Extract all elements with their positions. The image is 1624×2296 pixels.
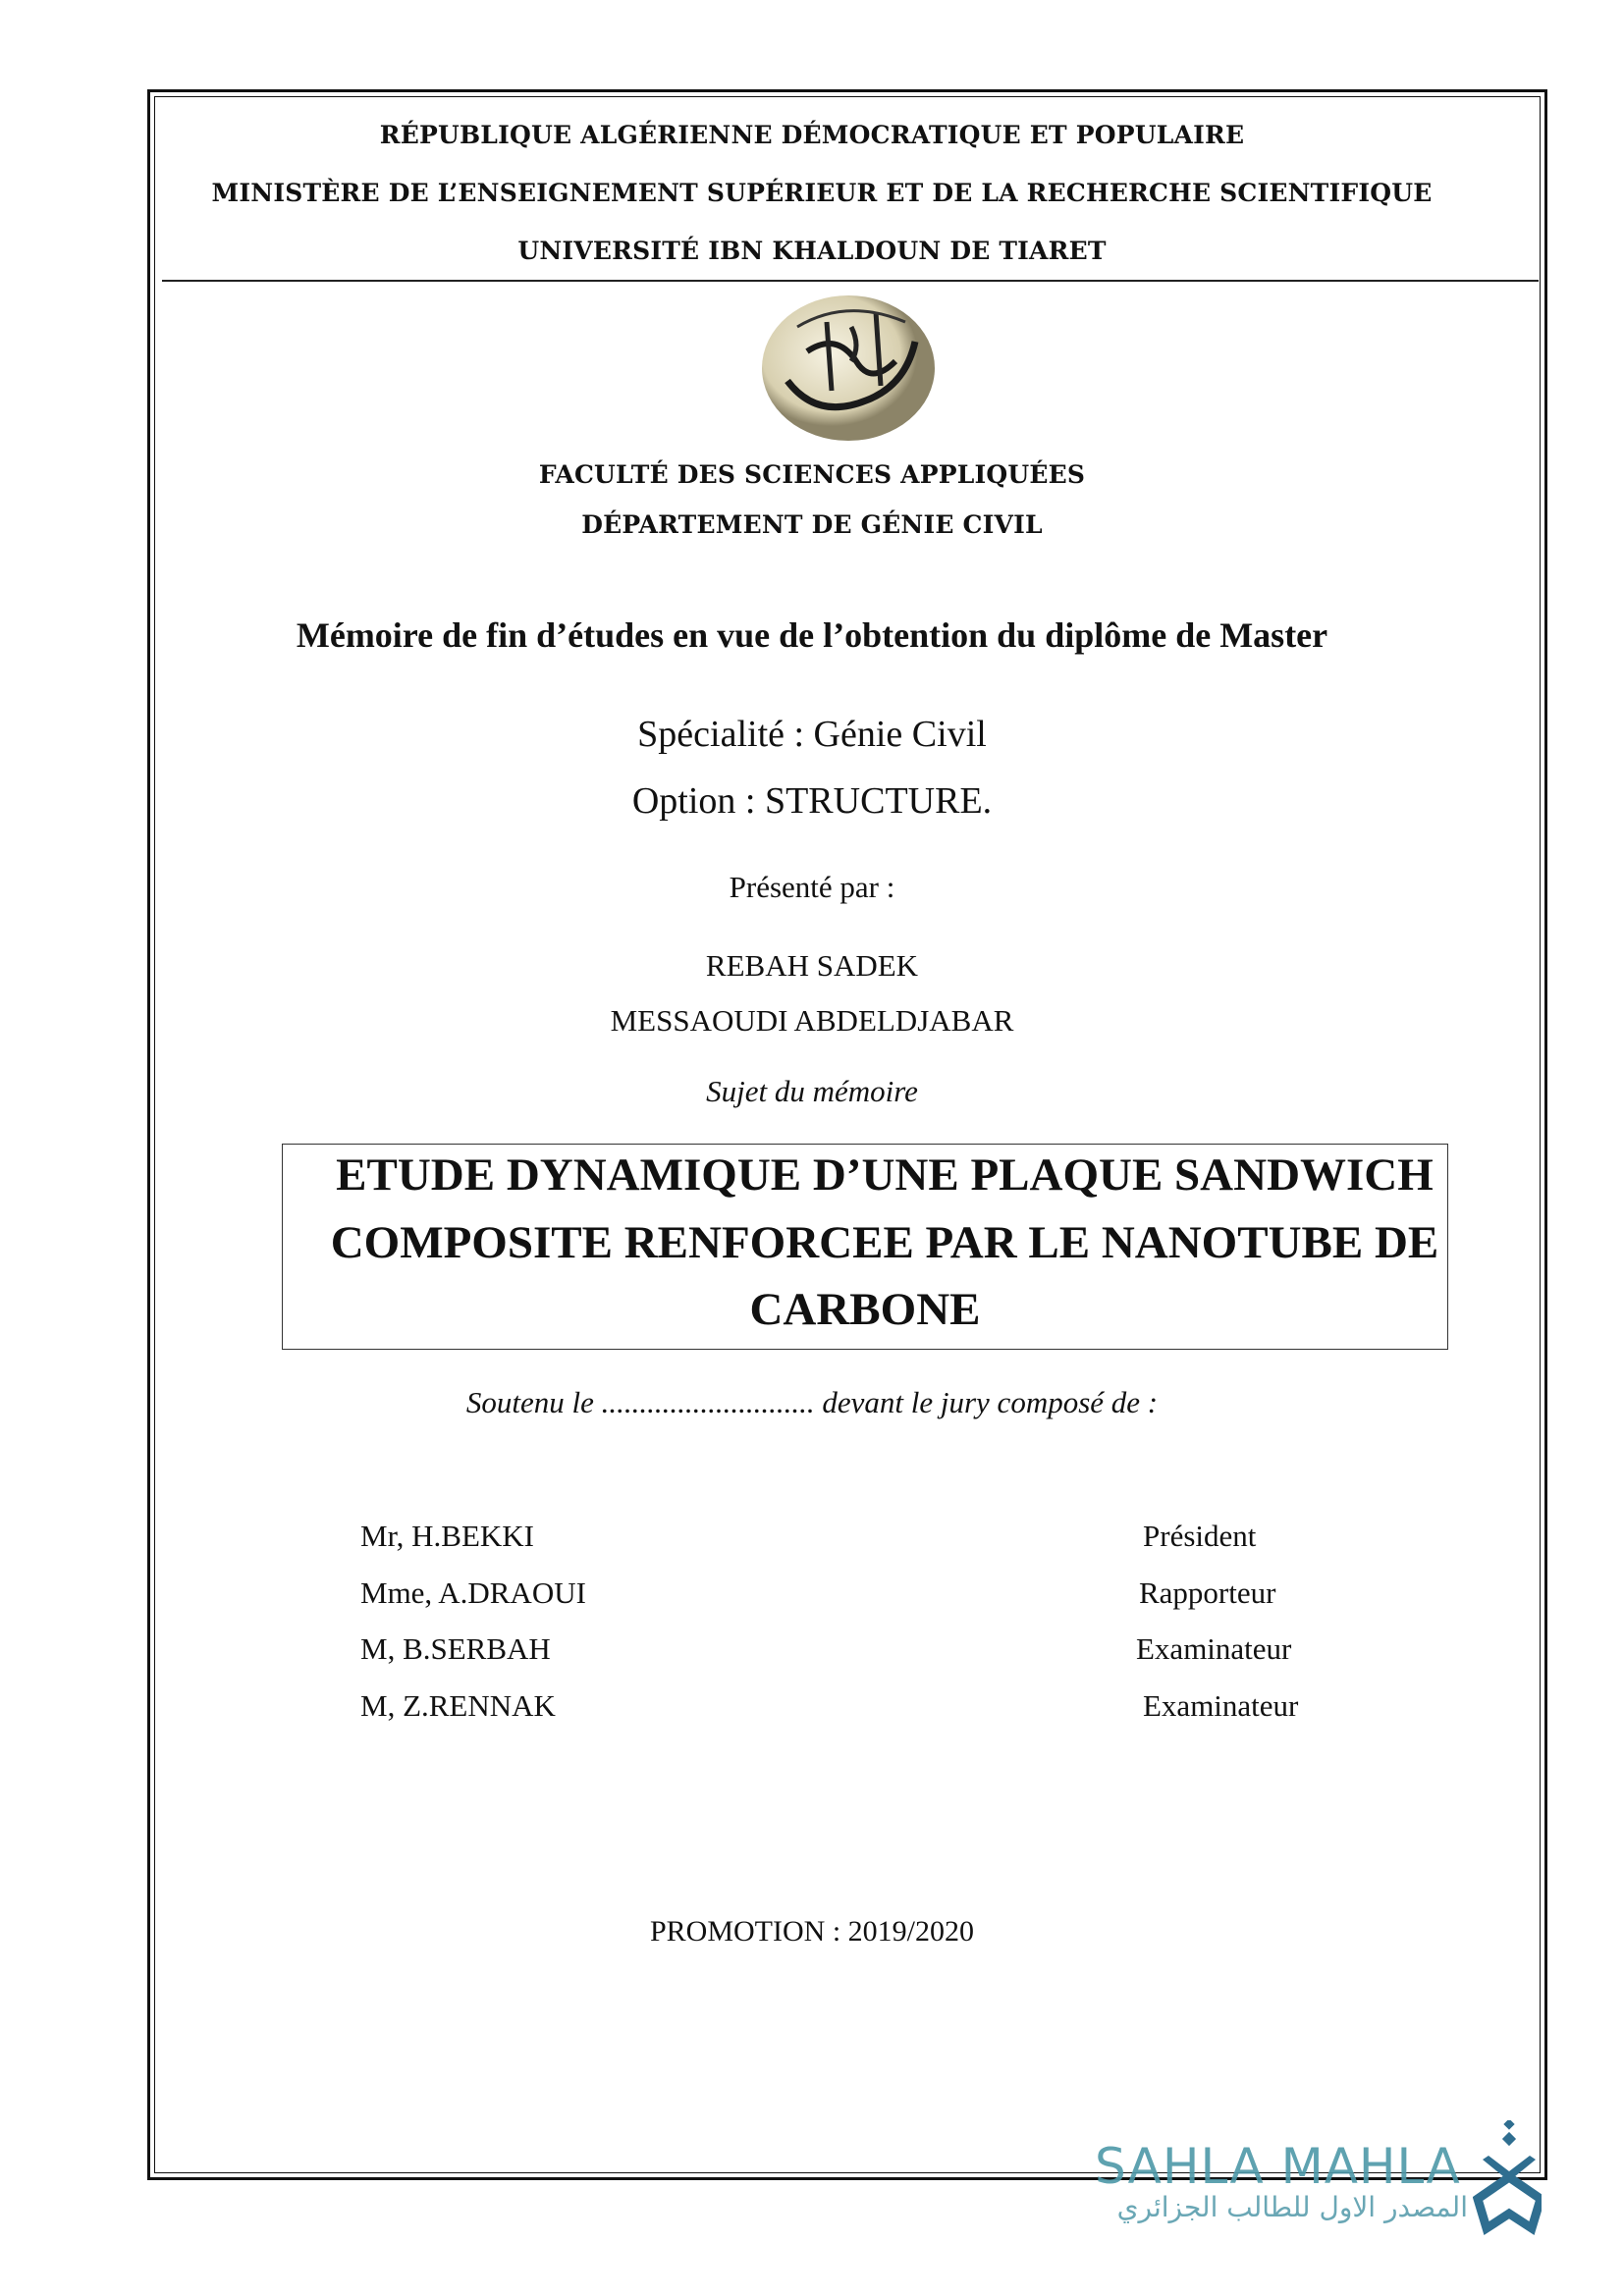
author-name: REBAH SADEK	[705, 948, 919, 983]
university-logo	[758, 293, 939, 444]
jury-member-role: Président	[1143, 1519, 1257, 1553]
promotion: PROMOTION : 2019/2020	[649, 1915, 974, 1948]
university-heading: UNIVERSITÉ IBN KHALDOUN DE TIARET	[517, 237, 1107, 265]
jury-member-role: Rapporteur	[1139, 1575, 1276, 1610]
republic-heading: RÉPUBLIQUE ALGÉRIENNE DÉMOCRATIQUE ET POPULAIRE	[379, 121, 1245, 149]
thesis-title-line: ETUDE DYNAMIQUE D’UNE PLAQUE SANDWICH	[336, 1149, 1434, 1201]
jury-member-role: Examinateur	[1143, 1688, 1299, 1723]
presented-by-label: Présenté par :	[729, 870, 895, 904]
thesis-title-line: CARBONE	[749, 1284, 981, 1335]
author-name: MESSAOUDI ABDELDJABAR	[610, 1003, 1014, 1038]
specialite: Spécialité : Génie Civil	[637, 714, 987, 755]
jury-member-role: Examinateur	[1136, 1631, 1292, 1666]
ministry-heading: MINISTÈRE DE L’ENSEIGNEMENT SUPÉRIEUR ET DE LA RECHERCHE SCIENTIFIQUE	[211, 179, 1433, 207]
header-divider	[162, 280, 1539, 282]
jury-member-name: M, B.SERBAH	[360, 1631, 551, 1666]
defense-statement: Soutenu le ............................ devant le jury composé de :	[465, 1385, 1159, 1419]
department-heading: DÉPARTEMENT DE GÉNIE CIVIL	[581, 510, 1043, 539]
jury-member-name: M, Z.RENNAK	[360, 1688, 556, 1723]
thesis-title-line: COMPOSITE RENFORCEE PAR LE NANOTUBE DE	[330, 1217, 1439, 1268]
watermark-tagline: المصدر الاول للطالب الجزائري	[1116, 2191, 1468, 2223]
faculty-heading: FACULTÉ DES SCIENCES APPLIQUÉES	[538, 460, 1086, 489]
watermark-logo-icon	[1473, 2120, 1542, 2238]
jury-member-name: Mme, A.DRAOUI	[360, 1575, 586, 1610]
watermark-brand: SAHLA MAHLA	[1095, 2138, 1461, 2195]
jury-member-name: Mr, H.BEKKI	[360, 1519, 534, 1553]
subject-label: Sujet du mémoire	[706, 1074, 918, 1108]
memoire-statement: Mémoire de fin d’études en vue de l’obtention du diplôme de Master	[296, 615, 1328, 655]
option: Option : STRUCTURE.	[631, 780, 993, 822]
